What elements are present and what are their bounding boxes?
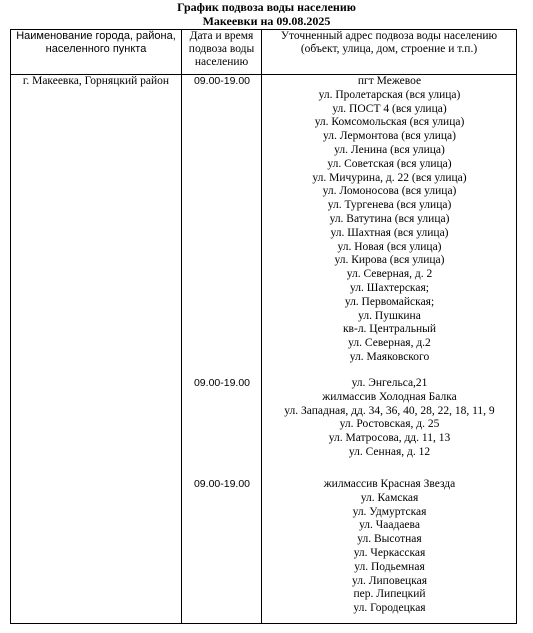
- city-name: г. Макеевка, Горняцкий район: [22, 75, 170, 87]
- address-group-1: [262, 75, 517, 365]
- table-header-row: [11, 30, 517, 75]
- address-line: ул. Тургенева (вся улица): [327, 199, 452, 212]
- address-line: пгт Межевое: [357, 75, 422, 87]
- address-line: ул. Шахтерская;: [350, 281, 429, 294]
- address-line: ул. Шахтная (вся улица): [330, 226, 449, 239]
- address-line: ул. Первомайская;: [344, 295, 435, 308]
- address-line: кв-л. Центральный: [342, 323, 437, 336]
- time-cell: [182, 75, 262, 624]
- address-line: ул. Черкасская: [353, 546, 426, 559]
- address-line: ул. Советская (вся улица): [327, 157, 452, 170]
- address-line: ул. Сенная, д. 12: [348, 445, 431, 458]
- water-delivery-table: [10, 29, 517, 624]
- address-line: ул. Ломоносова (вся улица): [322, 185, 457, 198]
- address-line: жилмассив Красная Звезда: [323, 478, 456, 490]
- address-line: ул. Матросова, дд. 11, 13: [328, 432, 451, 445]
- address-group-2: [262, 377, 517, 460]
- address-group-3: [262, 478, 517, 616]
- address-line: ул. Северная, д.2: [348, 337, 431, 350]
- address-line: ул. Ватутина (вся улица): [329, 212, 450, 225]
- address-line: ул. Комсомольская (вся улица): [314, 116, 465, 129]
- address-line: ул. Городецкая: [353, 602, 426, 615]
- address-line: пер. Липецкий: [353, 588, 426, 601]
- address-line: ул. Пролетарская (вся улица): [318, 88, 461, 101]
- address-line: ул. Чаадаева: [359, 519, 420, 532]
- address-line: ул. Удмуртская: [352, 505, 427, 518]
- locality-cell: [11, 75, 182, 624]
- address-line: ул. Липовецкая: [351, 574, 428, 587]
- address-line: ул. ПОСТ 4 (вся улица): [332, 102, 447, 115]
- delivery-time-1: 09.00-19.00: [193, 75, 251, 87]
- address-line: ул. Маяковского: [349, 350, 430, 363]
- address-line: ул. Новая (вся улица): [337, 240, 442, 253]
- table-row: [11, 75, 517, 624]
- address-line: ул. Западная, дд. 34, 36, 40, 28, 22, 18, 11, 9: [284, 404, 495, 417]
- document-subtitle: Макеевки на 09.08.2025: [202, 14, 331, 28]
- header-datetime: Дата и время подвоза воды населению: [182, 30, 262, 75]
- address-line: ул. Камская: [360, 491, 419, 504]
- address-line: ул. Пушкина: [358, 309, 421, 322]
- header-address: Уточненный адрес подвоза воды населению (объект, улица, дом, строение и т.п.): [262, 30, 517, 75]
- address-line: ул. Энгельса,21: [351, 377, 428, 389]
- delivery-time-2: 09.00-19.00: [193, 377, 251, 389]
- address-line: ул. Мичурина, д. 22 (вся улица): [312, 171, 467, 184]
- address-line: ул. Ростовская, д. 25: [339, 418, 440, 431]
- address-cell: [262, 75, 517, 624]
- header-locality: Наименование города, района, населенного пункта: [11, 30, 182, 75]
- address-line: жилмассив Холодная Балка: [322, 390, 457, 403]
- address-line: ул. Кирова (вся улица): [334, 254, 445, 267]
- document-title: График подвоза воды населению: [177, 0, 356, 14]
- address-line: ул. Высотная: [357, 533, 422, 546]
- delivery-time-3: 09.00-19.00: [193, 478, 251, 490]
- address-line: ул. Лермонтова (вся улица): [323, 130, 456, 143]
- address-line: ул. Северная, д. 2: [346, 268, 433, 281]
- address-line: ул. Подьемная: [354, 560, 425, 573]
- address-line: ул. Ленина (вся улица): [334, 143, 445, 156]
